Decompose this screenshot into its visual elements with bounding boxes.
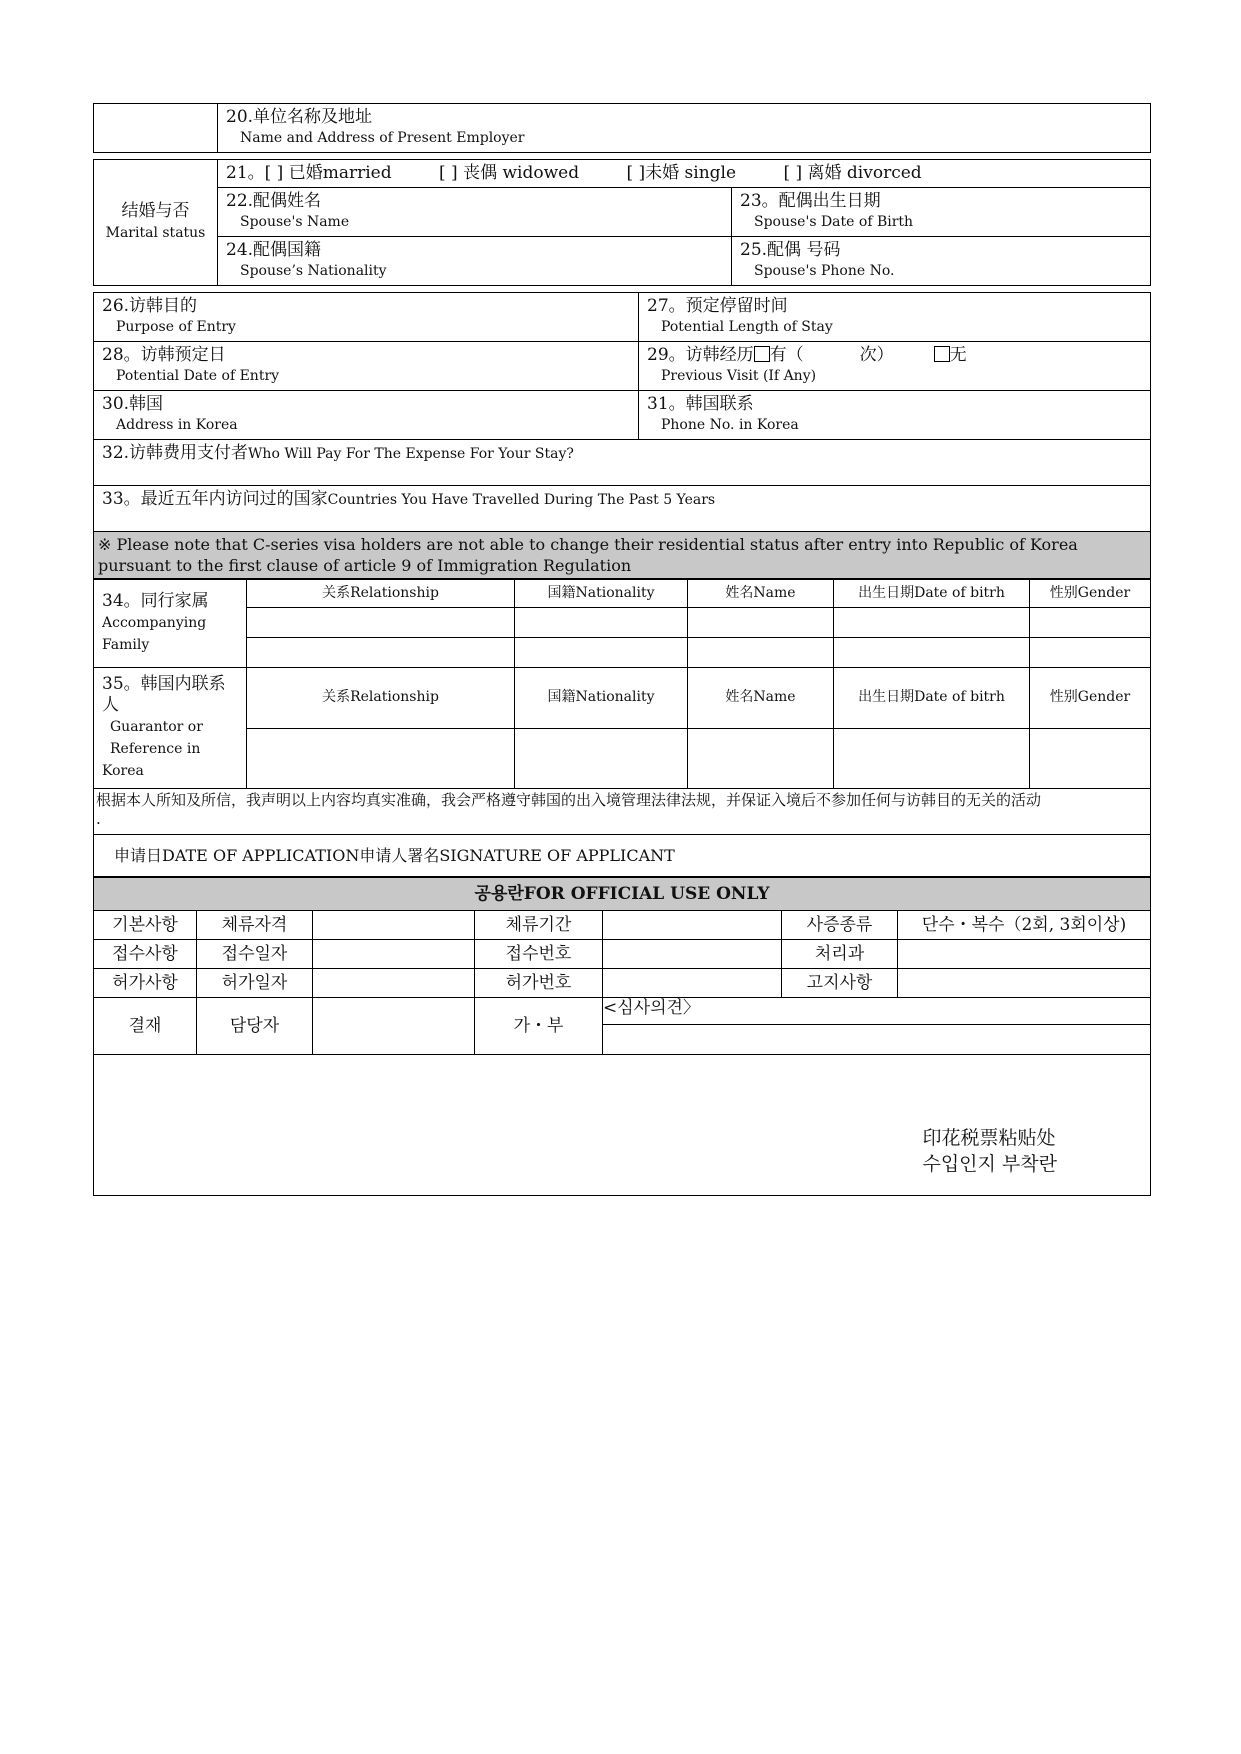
option-widowed[interactable]: [ ] 丧偶 widowed [439, 163, 580, 183]
official-label: 허가번호 [475, 969, 603, 998]
spouse-phone-field[interactable]: 25.配偶 号码 Spouse's Phone No. [732, 237, 1151, 286]
official-use-table [93, 877, 1151, 1055]
employer-label-en: Name and Address of Present Employer [240, 130, 525, 146]
guarantor-label: 35。韩国内联系人 Guarantor or Reference in Korea [94, 668, 247, 789]
trip-table [93, 292, 1151, 579]
guarantor-cell[interactable] [834, 728, 1030, 789]
family-header-gender: 性别Gender [1030, 580, 1151, 608]
spouse-dob-field[interactable]: 23。配偶出生日期 Spouse's Date of Birth [732, 188, 1151, 237]
family-cell[interactable] [515, 638, 688, 668]
family-cell[interactable] [834, 638, 1030, 668]
official-label: 기본사항 [94, 911, 197, 940]
official-value-cell[interactable] [313, 911, 475, 940]
countries-field[interactable]: 33。最近五年内访问过的国家Countries You Have Travelled During The Past 5 Years [94, 486, 1151, 532]
application-form-page [93, 103, 1151, 1196]
family-label: 34。同行家属 Accompanying Family [94, 580, 247, 668]
official-value-cell[interactable] [603, 911, 782, 940]
family-header-relationship: 关系Relationship [247, 580, 515, 608]
purpose-field[interactable]: 26.访韩目的 Purpose of Entry [94, 293, 639, 342]
guarantor-cell[interactable] [515, 728, 688, 789]
checkbox-yes-icon[interactable] [754, 346, 770, 362]
family-table [93, 579, 1151, 877]
guarantor-header-relationship: 关系Relationship [247, 668, 515, 729]
official-label: 접수일자 [197, 940, 313, 969]
guarantor-cell[interactable] [1030, 728, 1151, 789]
official-label: 가・부 [475, 998, 603, 1055]
spouse-name-field[interactable]: 22.配偶姓名 Spouse's Name [218, 188, 732, 237]
official-label: 고지사항 [782, 969, 898, 998]
spouse-nationality-field[interactable]: 24.配偶国籍 Spouse’s Nationality [218, 237, 732, 286]
option-married[interactable]: 21。[ ] 已婚married [226, 163, 392, 183]
official-label: 체류자격 [197, 911, 313, 940]
entry-date-field[interactable]: 28。访韩预定日 Potential Date of Entry [94, 342, 639, 391]
official-value-cell[interactable] [313, 940, 475, 969]
length-field[interactable]: 27。预定停留时间 Potential Length of Stay [639, 293, 1151, 342]
option-divorced[interactable]: [ ] 离婚 divorced [783, 163, 922, 183]
official-label: 사증종류 [782, 911, 898, 940]
guarantor-header-nationality: 国籍Nationality [515, 668, 688, 729]
option-single[interactable]: [ ]未婚 single [626, 163, 737, 183]
family-header-nationality: 国籍Nationality [515, 580, 688, 608]
notice-banner: ※ Please note that C-series visa holders are not able to change their residential status after entry into Republic of Korea pursuant to the first clause of article 9 of Immigration Regulation [94, 532, 1151, 579]
official-label: 담당자 [197, 998, 313, 1055]
marital-label: 结婚与否 Marital status [94, 160, 218, 286]
official-use-title: 공용란FOR OFFICIAL USE ONLY [94, 878, 1151, 911]
declaration-text: 根据本人所知及所信，我声明以上内容均真实准确，我会严格遵守韩国的出入境管理法律法规，并保证入境后不参加任何与访韩目的无关的活动 . [94, 789, 1151, 835]
employer-label-zh: 20.单位名称及地址 [226, 107, 373, 127]
visa-type-options: 단수・복수（2회, 3회이상) [898, 911, 1151, 940]
family-cell[interactable] [515, 608, 688, 638]
korea-phone-field[interactable]: 31。韩国联系 Phone No. in Korea [639, 391, 1151, 440]
official-label: 허가일자 [197, 969, 313, 998]
official-label: 체류기간 [475, 911, 603, 940]
korea-address-field[interactable]: 30.韩国 Address in Korea [94, 391, 639, 440]
official-label: 접수사항 [94, 940, 197, 969]
family-cell[interactable] [688, 638, 834, 668]
official-value-cell[interactable] [898, 969, 1151, 998]
signature-line[interactable]: 申请日DATE OF APPLICATION申请人署名SIGNATURE OF APPLICANT [94, 835, 1151, 877]
official-value-cell[interactable] [313, 969, 475, 998]
stamp-label: 印花税票粘贴处 수입인지 부착란 [922, 1127, 1057, 1175]
employer-table [93, 103, 1151, 153]
family-cell[interactable] [688, 608, 834, 638]
guarantor-cell[interactable] [247, 728, 515, 789]
official-value-cell[interactable] [313, 998, 475, 1055]
family-cell[interactable] [247, 638, 515, 668]
official-label: 결재 [94, 998, 197, 1055]
review-opinion-field[interactable] [603, 1025, 1151, 1055]
family-cell[interactable] [834, 608, 1030, 638]
guarantor-header-name: 姓名Name [688, 668, 834, 729]
checkbox-no-icon[interactable] [934, 346, 950, 362]
official-label: 접수번호 [475, 940, 603, 969]
official-value-cell[interactable] [603, 969, 782, 998]
payer-field[interactable]: 32.访韩费用支付者Who Will Pay For The Expense For Your Stay? [94, 440, 1151, 486]
marital-table [93, 159, 1151, 286]
family-header-dob: 出生日期Date of bitrh [834, 580, 1030, 608]
family-cell[interactable] [247, 608, 515, 638]
marital-options[interactable] [218, 160, 1151, 188]
previous-visit-field[interactable]: 29。访韩经历 有（ 次） 无 Previous Visit (If Any) [639, 342, 1151, 391]
family-cell[interactable] [1030, 638, 1151, 668]
official-label: 처리과 [782, 940, 898, 969]
family-header-name: 姓名Name [688, 580, 834, 608]
guarantor-header-dob: 出生日期Date of bitrh [834, 668, 1030, 729]
official-label: 허가사항 [94, 969, 197, 998]
review-opinion-label: <심사의견〉 [603, 998, 1151, 1025]
family-cell[interactable] [1030, 608, 1151, 638]
employer-field[interactable] [218, 104, 1151, 153]
official-value-cell[interactable] [603, 940, 782, 969]
official-value-cell[interactable] [898, 940, 1151, 969]
stamp-area [93, 1055, 1151, 1196]
guarantor-header-gender: 性别Gender [1030, 668, 1151, 729]
guarantor-cell[interactable] [688, 728, 834, 789]
